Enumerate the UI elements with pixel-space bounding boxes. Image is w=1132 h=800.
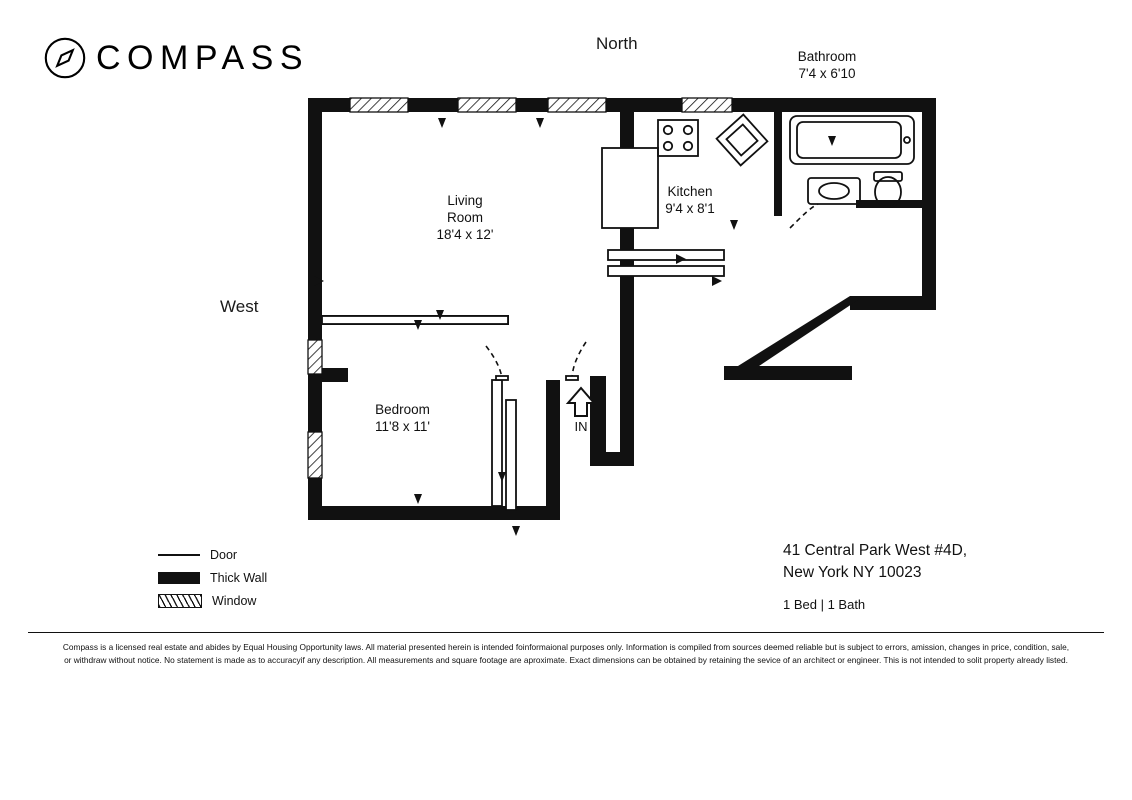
legend-label: Window <box>212 593 257 608</box>
stove-icon <box>658 120 698 156</box>
compass-logo-icon <box>44 37 86 79</box>
sink-icon <box>717 115 768 166</box>
compass-wordmark: COMPASS <box>96 39 310 77</box>
legend-item-window <box>158 589 358 612</box>
room-name: Bathroom <box>797 49 857 64</box>
room-name: Bedroom <box>375 402 430 417</box>
window-hatch-swatch <box>158 594 202 608</box>
room-name: Living <box>447 193 483 208</box>
room-dimensions: 11'8 x 11' <box>375 419 430 434</box>
compass-logo <box>44 34 310 82</box>
door-line-swatch <box>158 548 200 561</box>
address-line-1: 41 Central Park West #4D, <box>783 542 968 559</box>
disclaimer-line-1: Compass is a licensed real estate and abides by Equal Housing Opportunity laws. All material presented herein is intended foinformaional purposes only. Information is compiled from sources deemed reliable but is subject to errors, amission, changes in price, condition, sale, <box>62 642 1070 652</box>
disclaimer <box>40 641 1092 666</box>
direction-west: West <box>220 297 259 316</box>
room-label-bedroom <box>335 401 470 435</box>
room-label-living-room <box>400 192 530 243</box>
beds-baths: 1 Bed | 1 Bath <box>783 597 866 612</box>
direction-north: North <box>596 34 638 53</box>
entrance-label: IN <box>574 419 588 434</box>
pointer-arrows-group <box>314 118 836 536</box>
entrance-marker <box>563 385 599 441</box>
bathtub-icon <box>790 116 914 164</box>
thick-wall-swatch <box>158 572 200 584</box>
address-line-2: New York NY 10023 <box>783 564 922 581</box>
up-arrow-icon <box>563 385 599 419</box>
footer-divider <box>28 632 1104 633</box>
legend-label: Door <box>210 547 238 562</box>
room-dimensions: 7'4 x 6'10 <box>798 66 856 81</box>
listing-address-block <box>783 540 1113 614</box>
legend-item-thick-wall <box>158 566 358 589</box>
disclaimer-line-2: or withdraw without notice. No statement is made as to accuracyif any description. All measurements and square footage are aproximate. Exact dimensions can be obtained by retaining the sevice of an architect or engineer. This is not intended to solit property already listed. <box>64 654 1068 665</box>
kitchen-fixtures <box>658 115 767 166</box>
room-dimensions: 9'4 x 8'1 <box>665 201 715 216</box>
room-name-2: Room <box>446 210 483 225</box>
door-leaves-group <box>496 376 578 380</box>
room-label-kitchen <box>610 183 770 217</box>
room-label-bathroom <box>752 48 902 82</box>
legend-item-door <box>158 543 358 566</box>
room-name: Kitchen <box>667 184 713 199</box>
legend-label: Thick Wall <box>210 570 268 585</box>
vanity-icon <box>808 178 860 204</box>
bathroom-fixtures <box>790 116 914 207</box>
room-dimensions: 18'4 x 12' <box>436 227 494 242</box>
legend <box>158 543 358 612</box>
floorplan-drawing <box>290 80 950 550</box>
